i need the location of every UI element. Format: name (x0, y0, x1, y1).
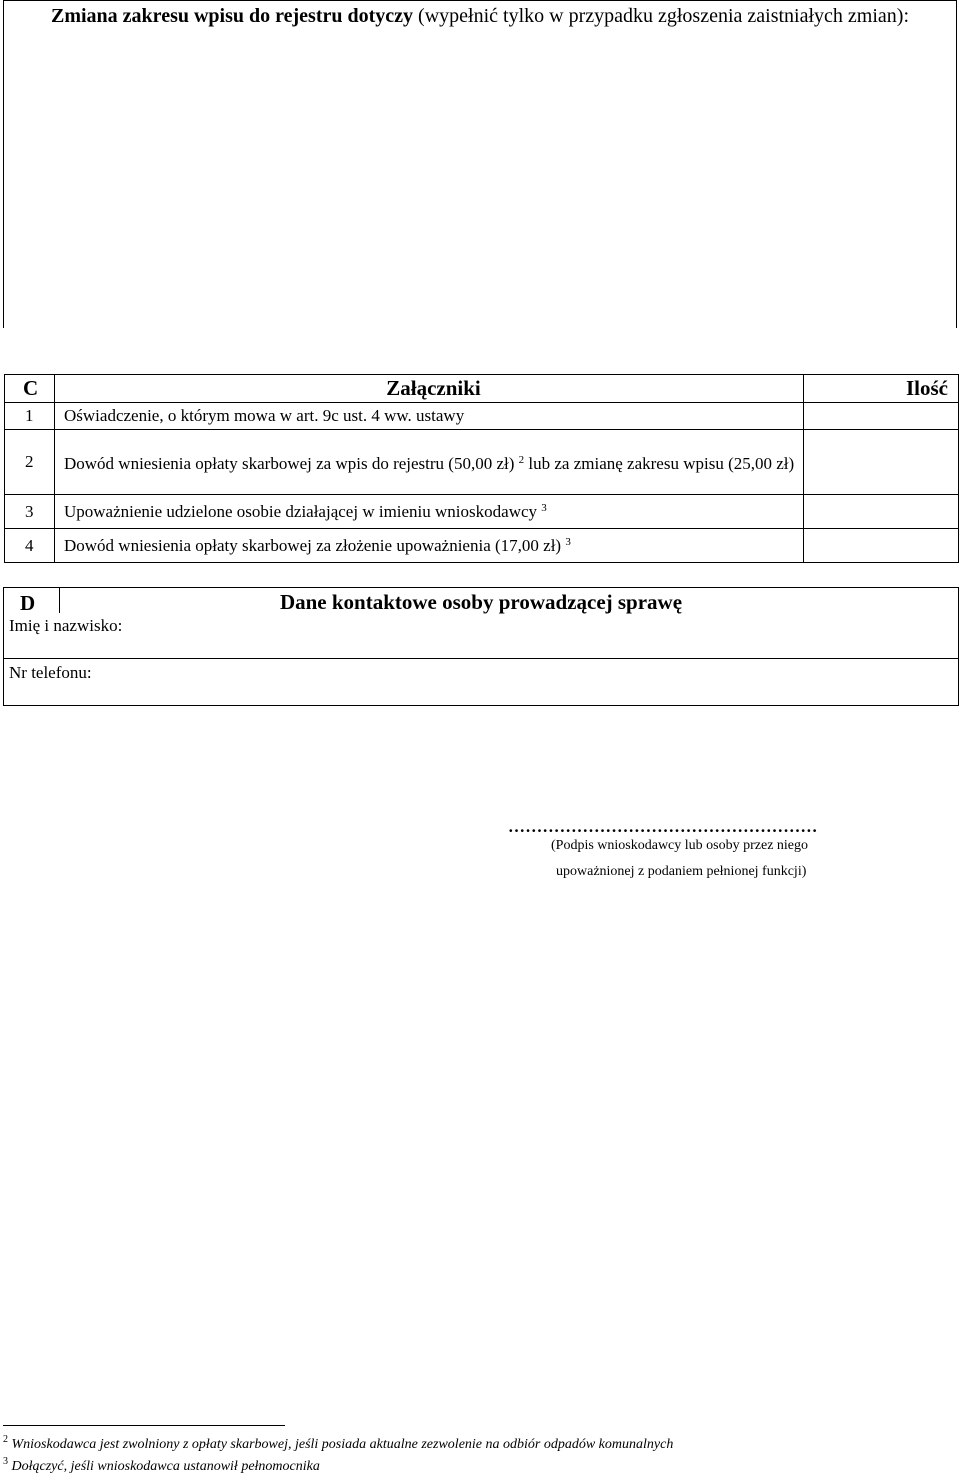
attachment-description: Dowód wniesienia opłaty skarbowej za złożenie upoważnienia (17,00 zł) $^3$ (55, 529, 804, 563)
attachment-number: 3 (5, 495, 55, 529)
footnote-separator (3, 1425, 285, 1426)
attachment-row (5, 529, 959, 563)
footnote-ref: 3 (565, 535, 571, 548)
phone-label: Nr telefonu: (9, 663, 92, 682)
footnote (3, 1434, 673, 1453)
footnote-text: Wnioskodawca jest zwolniony z opłaty skarbowej, jeśli posiada aktualne zezwolenie na odbiór odpadów komunalnych (11, 1437, 674, 1452)
attachment-quantity-cell[interactable] (804, 430, 959, 495)
name-label: Imię i nazwisko: (9, 616, 123, 635)
quantity-header: Ilość (804, 375, 959, 403)
attachment-row (5, 495, 959, 529)
attachment-row (5, 403, 959, 430)
attachment-quantity-cell[interactable] (804, 403, 959, 430)
footnote-ref: 2 (518, 454, 525, 466)
section-c-letter: C (5, 375, 55, 403)
contact-section (3, 587, 959, 707)
section-d-letter: D (20, 591, 36, 615)
contact-phone-field[interactable] (4, 659, 959, 706)
attachment-number: 4 (5, 529, 55, 563)
attachments-title: Załączniki (55, 375, 804, 403)
attachment-row (5, 430, 959, 495)
attachment-description: Oświadczenie, o którym mowa w art. 9c ust. 4 ww. ustawy (55, 403, 804, 430)
changes-title-rest: (wypełnić tylko w przypadku zgłoszenia zaistniałych zmian): (413, 5, 909, 27)
attachments-table (4, 374, 959, 563)
footnote-mark: 3 (3, 1456, 8, 1467)
signature-caption-line2: upoważnionej z podaniem pełnionej funkcji) (556, 864, 807, 879)
attachment-quantity-cell[interactable] (804, 495, 959, 529)
contact-section-title: Dane kontaktowe osoby prowadzącej sprawę (279, 590, 683, 614)
attachment-number: 2 (5, 430, 55, 495)
attachment-number: 1 (5, 403, 55, 430)
attachments-header-row (5, 375, 959, 403)
footnote (3, 1456, 320, 1475)
footnote-text: Dołączyć, jeśli wnioskodawca ustanowił pełnomocnika (11, 1459, 320, 1474)
changes-title-bold: Zmiana zakresu wpisu do rejestru dotyczy (51, 5, 414, 27)
attachment-quantity-cell[interactable] (804, 529, 959, 563)
attachment-description: Dowód wniesienia opłaty skarbowej za wpis do rejestru (50,00 zł) $^2$ lub za zmianę zakresu wpisu (25,00 zł) (55, 430, 804, 495)
signature-caption-line1: (Podpis wnioskodawcy lub osoby przez niego (551, 838, 809, 853)
signature-line[interactable]: ……………………………………………… (508, 817, 818, 836)
footnote-ref: 3 (541, 501, 547, 514)
changes-section (3, 0, 957, 328)
footnote-mark: 2 (3, 1434, 8, 1445)
attachment-description: Upoważnienie udzielone osobie działającej w imieniu wnioskodawcy $^3$ (55, 495, 804, 529)
changes-section-title (20, 3, 940, 30)
